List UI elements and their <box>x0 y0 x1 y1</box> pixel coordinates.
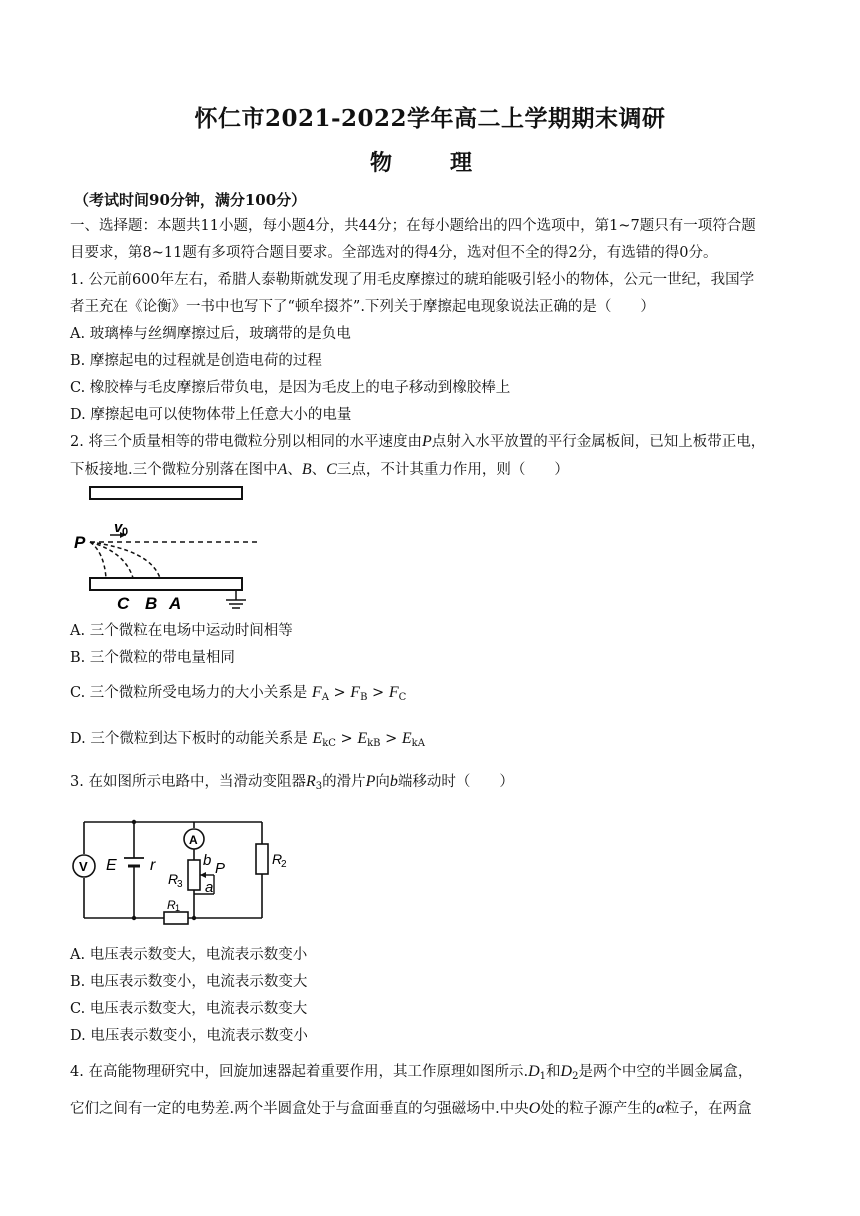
option-text: C. 三个微粒所受电场力的大小关系是 <box>70 685 308 701</box>
math-sub: C <box>398 692 407 703</box>
var-a: A <box>277 461 288 478</box>
var-sub: 2 <box>572 1071 579 1082</box>
label-r1-sub: 1 <box>175 903 181 913</box>
stem-text: 向 <box>375 774 390 790</box>
math-var: F <box>350 684 361 701</box>
label-r1: R <box>167 898 176 912</box>
var-alpha: α <box>656 1100 665 1117</box>
question-3-stem <box>70 772 800 797</box>
var-r: R <box>305 773 316 790</box>
var-b: B <box>301 461 312 478</box>
question-1-option-c: C. 橡胶棒与毛皮摩擦后带负电，是因为毛皮上的电子移动到橡胶棒上 <box>70 380 511 396</box>
subject-heading: 物 理 <box>369 150 490 176</box>
label-ammeter: A <box>189 833 198 847</box>
question-3-option-d: D. 电压表示数变小，电流表示数变小 <box>70 1028 308 1044</box>
label-r: r <box>150 857 156 874</box>
label-a: A <box>169 594 182 613</box>
label-b: B <box>145 594 158 613</box>
question-1-stem: 者王充在《论衡》一书中也写下了“顿牟掇芥”.下列关于摩擦起电现象说法正确的是（ ） <box>70 299 655 315</box>
var-sub: 3 <box>315 781 323 792</box>
question-1-option-b: B. 摩擦起电的过程就是创造电荷的过程 <box>70 353 322 369</box>
math-sub: kC <box>322 738 336 749</box>
stem-text: 的滑片 <box>322 774 366 790</box>
label-r3: R <box>168 871 179 887</box>
option-text: D. 三个微粒到达下板时的动能关系是 <box>70 731 308 747</box>
math-sub: A <box>321 692 329 703</box>
label-r2-sub: 2 <box>281 859 287 870</box>
question-2-option-a: A. 三个微粒在电场中运动时间相等 <box>70 623 293 639</box>
label-p: P <box>215 860 226 877</box>
label-voltmeter: V <box>79 859 88 874</box>
stem-text: 粒子，在两盒 <box>664 1101 752 1117</box>
question-4-stem <box>70 1062 800 1087</box>
stem-text: 和 <box>546 1064 561 1080</box>
parallel-plates-figure <box>70 482 270 614</box>
math-sub: kB <box>367 738 381 749</box>
question-4-stem <box>70 1099 800 1119</box>
label-r2: R <box>272 851 283 867</box>
math-sub: kA <box>411 738 425 749</box>
trajectory-a <box>90 542 160 578</box>
label-b: b <box>203 852 212 869</box>
question-3-option-b: B. 电压表示数变小，电流表示数变大 <box>70 974 308 990</box>
question-2-option-d <box>70 729 800 754</box>
var-d: D <box>528 1063 540 1080</box>
lower-plate <box>90 578 242 590</box>
label-e: E <box>106 857 117 874</box>
question-2-stem <box>70 460 800 480</box>
question-1-stem: 1. 公元前600年左右，希腊人泰勒斯就发现了用毛皮摩擦过的琥珀能吸引轻小的物体，公元一世纪，我国学 <box>70 272 755 288</box>
label-v: v <box>114 519 123 536</box>
math-var: E <box>357 730 368 747</box>
math-var: F <box>311 684 322 701</box>
rheostat-r3 <box>188 860 200 890</box>
question-1-option-a: A. 玻璃棒与丝绸摩擦过后，玻璃带的是负电 <box>70 326 351 342</box>
stem-text: 处的粒子源产生的 <box>540 1101 657 1117</box>
math-op: > <box>335 731 358 747</box>
question-2-option-b: B. 三个微粒的带电量相同 <box>70 650 235 666</box>
junction <box>132 916 136 920</box>
var-o: O <box>528 1100 541 1117</box>
stem-text: 2. 将三个质量相等的带电微粒分别以相同的水平速度由 <box>70 434 422 450</box>
var-p: P <box>421 433 432 450</box>
label-v0-sub: 0 <box>122 526 129 538</box>
stem-text: 点射入水平放置的平行金属板间，已知上板带正电， <box>431 434 766 450</box>
exam-title: 怀仁市2021-2022学年高二上学期期末调研 <box>194 105 666 132</box>
circuit-figure <box>72 814 292 926</box>
math-op: > <box>367 685 389 701</box>
label-a: a <box>205 879 214 896</box>
stem-text: 三点，不计其重力作用，则（ ） <box>336 462 569 478</box>
question-3-option-c: C. 电压表示数变大，电流表示数变大 <box>70 1001 308 1017</box>
section-instructions-line: 一、选择题：本题共11小题，每小题4分，共44分；在每小题给出的四个选项中，第1~7题只有一项符合题 <box>70 218 756 234</box>
stem-text: 3. 在如图所示电路中，当滑动变阻器 <box>70 774 306 790</box>
label-c: C <box>117 594 130 613</box>
math-var: F <box>388 684 399 701</box>
var-sub: 1 <box>539 1071 546 1082</box>
math-var: E <box>401 730 412 747</box>
resistor-r2 <box>256 844 268 874</box>
section-instructions-line: 目要求，第8~11题有多项符合题目要求。全部选对的得4分，选对但不全的得2分，有选错的得0分。 <box>70 245 718 261</box>
label-r3-sub: 3 <box>177 879 183 890</box>
stem-text: 它们之间有一定的电势差.两个半圆盒处于与盒面垂直的匀强磁场中.中央 <box>70 1101 529 1117</box>
junction <box>192 916 196 920</box>
math-op: > <box>328 685 351 701</box>
var-b: b <box>389 773 398 790</box>
math-var: E <box>312 730 323 747</box>
var-c: C <box>326 461 337 478</box>
slider-arrow <box>200 872 206 878</box>
var-d: D <box>560 1063 573 1080</box>
separator: 、 <box>311 462 327 478</box>
question-3-option-a: A. 电压表示数变大，电流表示数变小 <box>70 947 308 963</box>
question-2-option-c <box>70 683 800 708</box>
var-p: P <box>365 773 376 790</box>
stem-text: 是两个中空的半圆金属盒， <box>578 1064 753 1080</box>
upper-plate <box>90 487 242 499</box>
separator: 、 <box>287 462 302 478</box>
junction <box>132 820 136 824</box>
stem-text: 4. 在高能物理研究中，回旋加速器起着重要作用，其工作原理如图所示. <box>70 1064 529 1080</box>
exam-info: （考试时间90分钟，满分100分） <box>74 191 307 209</box>
math-sub: B <box>360 692 368 703</box>
question-2-stem <box>70 432 800 452</box>
label-p: P <box>74 533 86 552</box>
question-1-option-d: D. 摩擦起电可以使物体带上任意大小的电量 <box>70 407 352 423</box>
stem-text: 端移动时（ ） <box>397 774 514 790</box>
stem-text: 下板接地.三个微粒分别落在图中 <box>70 462 278 478</box>
resistor-r1 <box>164 912 188 924</box>
math-op: > <box>380 731 402 747</box>
